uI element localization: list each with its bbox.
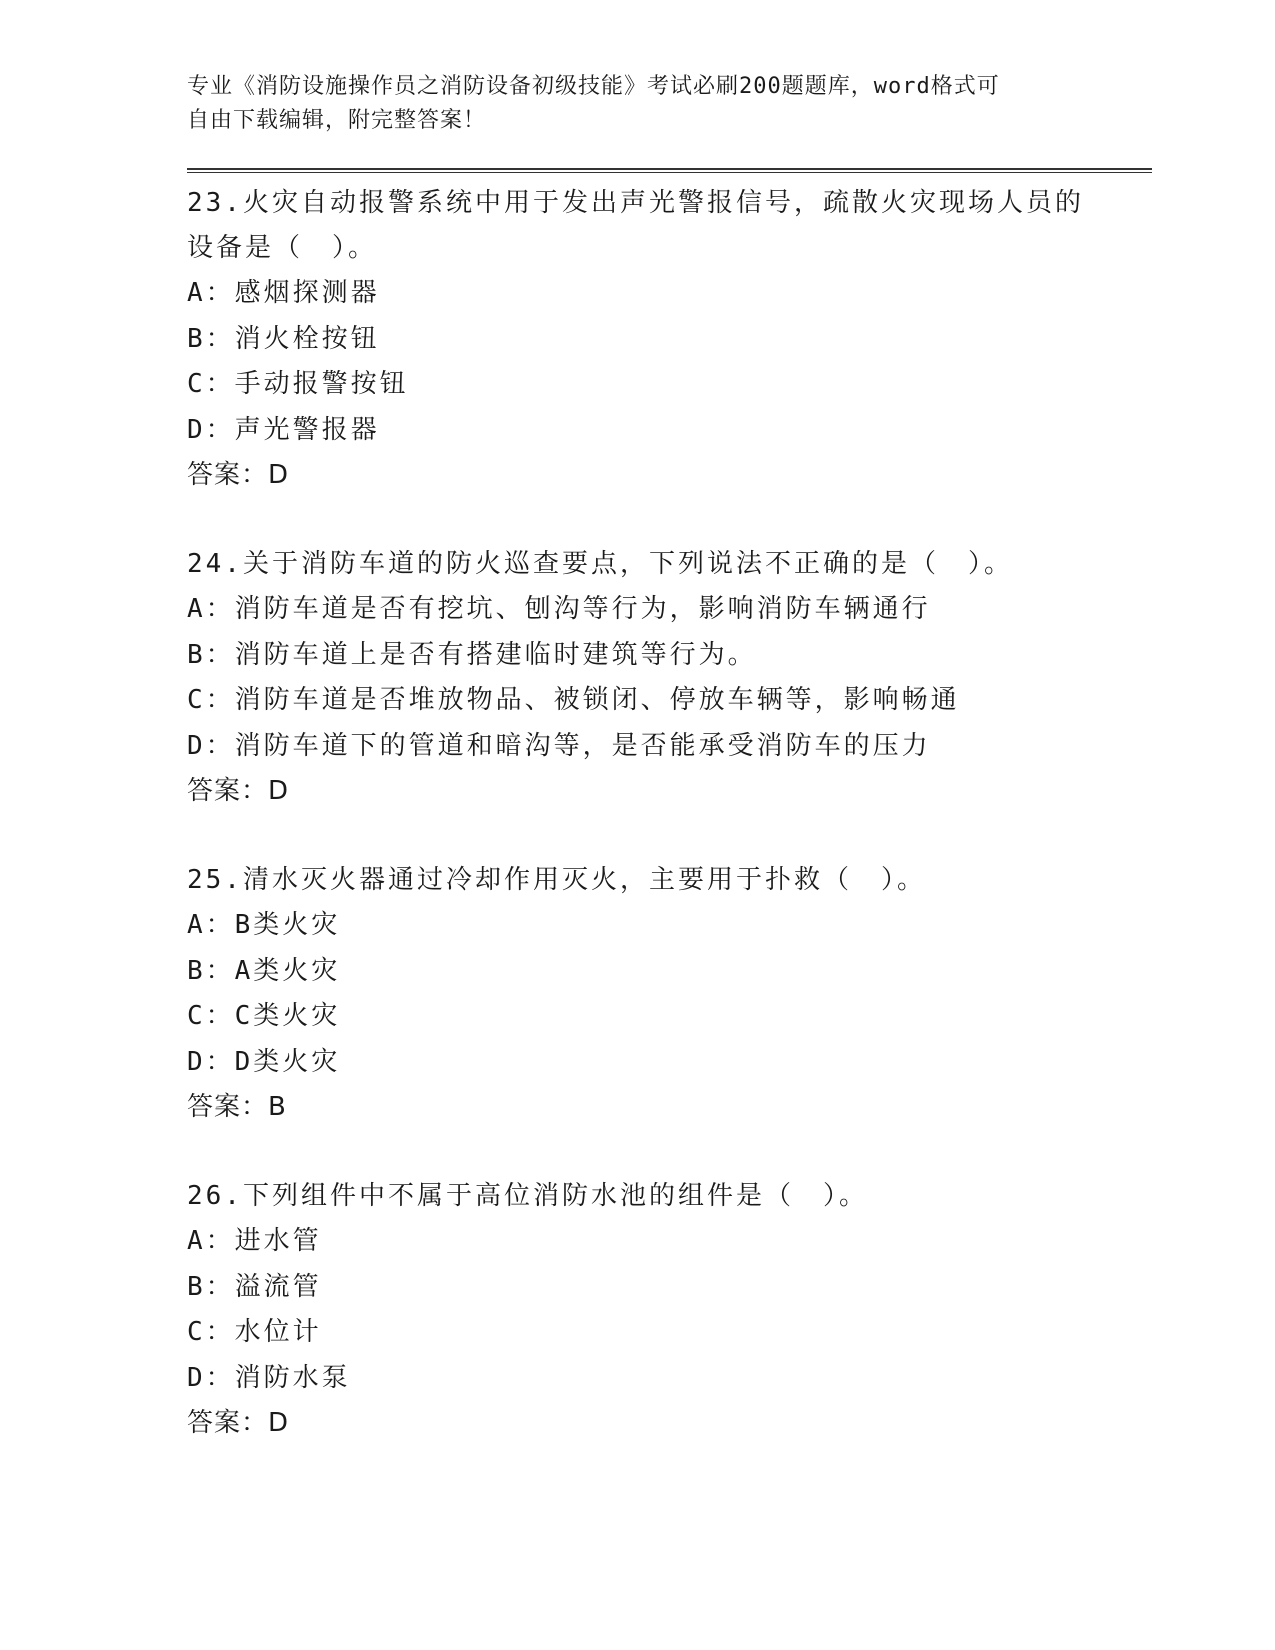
option-a: A：B类火灾 — [187, 910, 341, 940]
option-d: D：消防车道下的管道和暗沟等，是否能承受消防车的压力 — [187, 730, 931, 761]
question-26 — [187, 1174, 1152, 1446]
header-line-1: 专业《消防设施操作员之消防设备初级技能》考试必刷200题题库，word格式可 — [187, 74, 1000, 99]
option-b: B：溢流管 — [187, 1271, 322, 1302]
question-25 — [187, 858, 1152, 1130]
option-d: D：消防水泵 — [187, 1362, 351, 1393]
question-stem: 24.关于消防车道的防火巡查要点，下列说法不正确的是（ ）。 — [187, 549, 1013, 579]
question-stem: 26.下列组件中不属于高位消防水池的组件是（ ）。 — [187, 1181, 868, 1211]
answer-line: 答案：B — [187, 1092, 287, 1122]
question-stem: 23.火灾自动报警系统中用于发出声光警报信号，疏散火灾现场人员的设备是（ ）。 — [187, 188, 1084, 263]
header-line-2: 自由下载编辑，附完整答案！ — [187, 108, 487, 133]
option-c: C：水位计 — [187, 1317, 322, 1347]
option-a: A：进水管 — [187, 1226, 322, 1256]
answer-line: 答案：D — [187, 460, 290, 490]
document-header — [187, 70, 1087, 138]
option-a: A：消防车道是否有挖坑、刨沟等行为，影响消防车辆通行 — [187, 594, 931, 624]
document-page — [187, 70, 1152, 1490]
question-list — [187, 181, 1152, 1446]
option-b: B：A类火灾 — [187, 955, 341, 986]
question-23 — [187, 181, 1152, 498]
option-b: B：消防车道上是否有搭建临时建筑等行为。 — [187, 639, 757, 670]
option-a: A：感烟探测器 — [187, 278, 380, 308]
question-stem: 25.清水灭火器通过冷却作用灭火，主要用于扑救（ ）。 — [187, 865, 926, 895]
option-c: C：消防车道是否堆放物品、被锁闭、停放车辆等，影响畅通 — [187, 685, 960, 715]
answer-line: 答案：D — [187, 1408, 290, 1438]
answer-line: 答案：D — [187, 776, 290, 806]
option-d: D：声光警报器 — [187, 414, 380, 445]
option-c: C：手动报警按钮 — [187, 369, 409, 399]
option-d: D：D类火灾 — [187, 1046, 341, 1077]
option-b: B：消火栓按钮 — [187, 323, 380, 354]
question-24 — [187, 542, 1152, 814]
header-divider — [187, 168, 1152, 173]
option-c: C：C类火灾 — [187, 1001, 341, 1031]
